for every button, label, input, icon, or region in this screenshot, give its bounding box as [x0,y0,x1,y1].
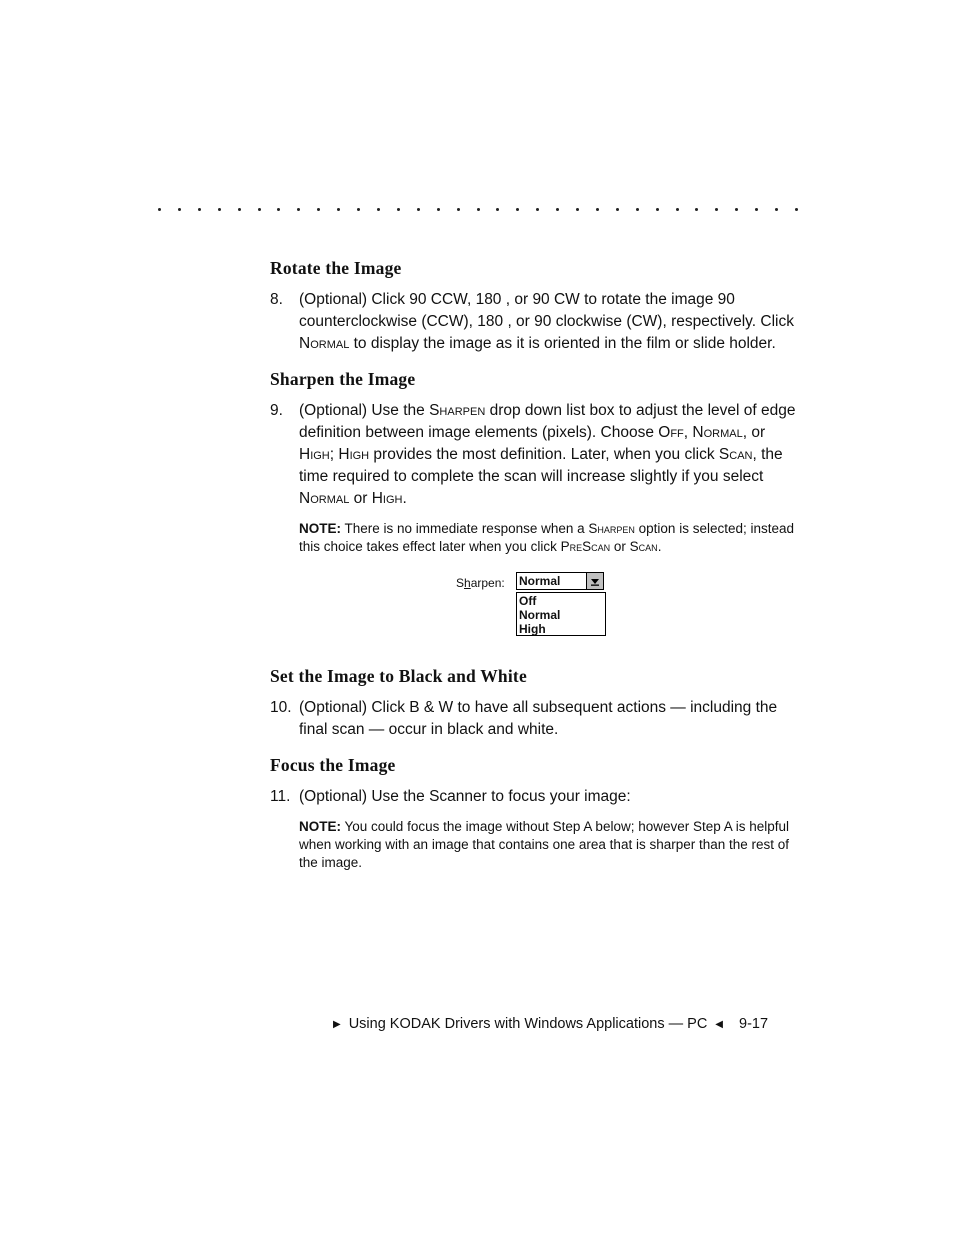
arrow-glyph [590,576,600,586]
section-sharpen [270,369,800,652]
rule-dot [297,208,300,211]
small-caps-term: Sharpen [429,402,486,419]
rule-dot [337,208,340,211]
rule-dot [277,208,280,211]
text-run: (Optional) Use the [299,402,430,419]
page-number: 9-17 [739,1016,769,1032]
item-number: 10. [270,699,292,716]
text-run: ; [329,446,339,463]
small-caps-term: Scan [629,539,658,554]
list-item [270,786,800,808]
text-run: You could focus the image without Step A below; however Step A is helpful when working with an image that contains one area that is sharper than the rest of the image. [299,819,790,870]
note [299,520,800,556]
rule-dot [258,208,261,211]
option-normal[interactable]: Normal [519,608,561,622]
section-heading: Sharpen the Image [270,369,416,389]
rule-dot [576,208,579,211]
rule-dot [775,208,778,211]
small-caps-term: Normal [692,424,743,441]
small-caps-term: Normal [299,490,350,507]
item-text: (Optional) Click B & W to have all subsequent actions — including the final scan — occur in black and white. [299,699,778,738]
rule-dot [596,208,599,211]
section-heading: Set the Image to Black and White [270,666,527,686]
item-number: 11. [270,788,291,805]
rule-dot [676,208,679,211]
rule-dot [735,208,738,211]
item-number: 9. [270,402,283,419]
text-run: provides the most definition. Later, when you click [369,446,719,463]
rule-dot [457,208,460,211]
text-run: , [683,424,693,441]
footer-text: Using KODAK Drivers with Windows Applications — PC [348,1016,708,1032]
small-caps-term: High [299,446,330,463]
section-rotate [270,258,800,355]
text-run: drop down list box to adjust the level of edge definition between image elements (pixels). Choose [299,402,796,441]
small-caps-term: High [371,490,403,507]
text-run: to display the image as it is oriented in the film or slide holder. [349,335,776,352]
rule-dot [616,208,619,211]
rule-dot [178,208,181,211]
rule-dot [317,208,320,211]
rule-dot [695,208,698,211]
rule-dot [198,208,201,211]
text-run: . [402,490,407,507]
section-black-white [270,666,800,741]
rule-dot [516,208,519,211]
rule-dot [656,208,659,211]
rule-dot [238,208,241,211]
text-run: option is selected; instead this choice takes effect later when you click [299,521,795,554]
list-item [270,697,800,741]
sharpen-label [456,576,505,590]
rule-dot [417,208,420,211]
rule-dot [556,208,559,211]
rule-dot [496,208,499,211]
rule-dot [755,208,758,211]
list-item [270,400,800,510]
selected-value: Normal [519,574,561,588]
rule-dot [377,208,380,211]
dropdown-arrow-icon[interactable] [586,573,603,589]
item-text [299,289,800,355]
note-label: NOTE: [299,819,341,834]
small-caps-term: Off [658,424,684,441]
text-run: , the time required to complete the scan will increase slightly if you select [299,446,783,485]
sharpen-figure [270,566,800,652]
small-caps-term: High [338,446,370,463]
rule-dot [477,208,480,211]
rule-dot [636,208,639,211]
rule-dot [218,208,221,211]
note-label: NOTE: [299,521,341,536]
dotted-rule [158,202,798,216]
small-caps-term: Sharpen [588,521,635,536]
rule-dot [536,208,539,211]
item-text [299,400,800,510]
page-footer [333,1016,803,1032]
text-run: . [657,539,662,554]
small-caps-term: PreScan [560,539,611,554]
text-run: , or [742,424,766,441]
item-number: 8. [270,291,283,308]
section-focus [270,755,800,872]
text-run: (Optional) Click 90 CCW, 180 , or 90 CW to rotate the image 90 counterclockwise (CCW), 180 , or 90 clockwise (CW), respectively. Click [299,291,794,330]
right-triangle-icon: ▶ [333,1018,341,1030]
rule-dot [158,208,161,211]
note [299,818,800,872]
text-run: There is no immediate response when a [341,521,589,536]
text-run: or [349,490,372,507]
page-content [270,258,800,882]
list-item [270,289,800,355]
rule-dot [715,208,718,211]
text-run: arpen: [470,576,505,590]
accelerator-key: h [464,576,471,590]
text-run: or [610,539,630,554]
sharpen-options-list[interactable] [516,592,606,636]
small-caps-term: Normal [299,335,350,352]
left-triangle-icon: ◀ [715,1018,723,1030]
section-heading: Focus the Image [270,755,396,775]
rule-dot [795,208,798,211]
sharpen-select[interactable] [516,572,604,590]
small-caps-term: Scan [718,446,753,463]
section-heading: Rotate the Image [270,258,402,278]
text-run: S [456,576,465,590]
item-text: (Optional) Use the Scanner to focus your image: [299,788,631,805]
rule-dot [397,208,400,211]
rule-dot [437,208,440,211]
option-off[interactable]: Off [519,594,537,608]
option-high[interactable]: High [519,622,546,636]
rule-dot [357,208,360,211]
